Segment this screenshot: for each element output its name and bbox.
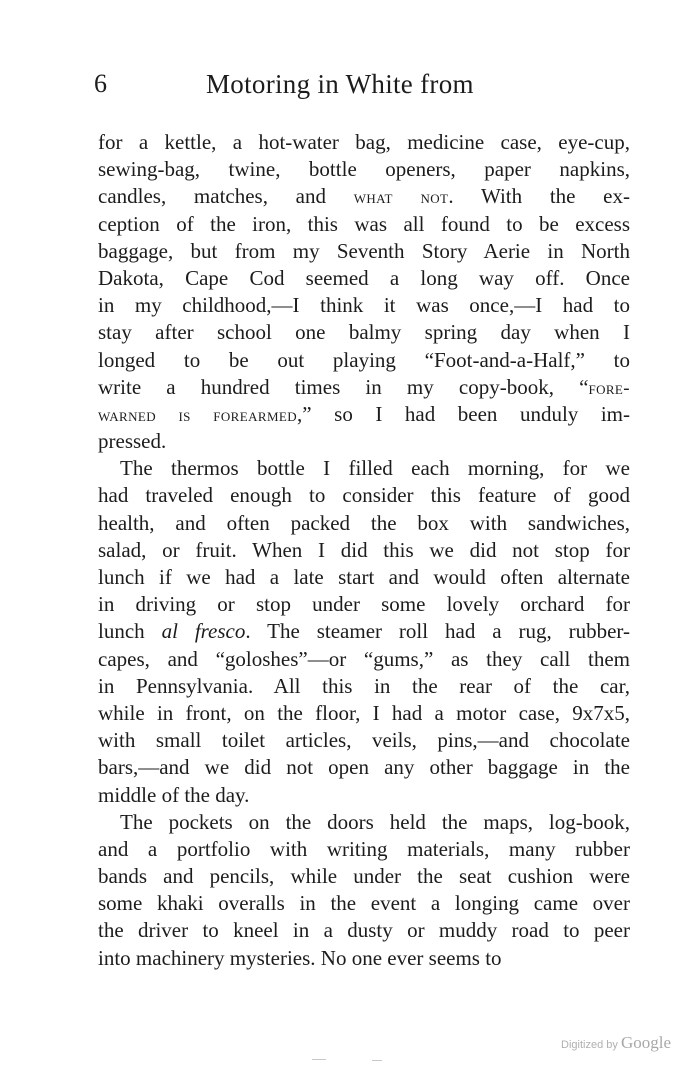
text-line: some khaki overalls in the event a longing came over	[98, 891, 630, 916]
small-caps-segment: warned is forearmed	[98, 404, 298, 426]
text-segment: write a hundred times in my copy-book, “	[98, 374, 589, 399]
page-header	[94, 66, 634, 102]
watermark-prefix: Digitized by	[561, 1039, 618, 1051]
text-segment: . With the ex-	[448, 184, 630, 209]
paragraph	[98, 809, 630, 972]
page-number: 6	[94, 69, 107, 98]
text-segment: lunch	[98, 619, 162, 644]
text-line: middle of the day.	[98, 782, 250, 807]
small-caps-segment: fore-	[588, 377, 630, 399]
text-line: in Pennsylvania. All this in the rear of the car,	[98, 673, 630, 698]
text-line	[98, 401, 630, 428]
text-line: capes, and “goloshes”—or “gums,” as they call them	[98, 646, 630, 671]
text-line	[98, 374, 630, 401]
text-line: had traveled enough to consider this feature of good	[98, 483, 630, 508]
body-text	[98, 129, 630, 972]
italic-segment: al fresco	[161, 619, 246, 644]
text-line: in driving or stop under some lovely orchard for	[98, 592, 630, 617]
text-segment: ,” so I had been unduly im-	[297, 401, 630, 426]
text-segment: . The steamer roll had a rug, rubber-	[245, 619, 630, 644]
text-line: with small toilet articles, veils, pins,—and chocolate	[98, 728, 630, 753]
text-line: lunch if we had a late start and would often alternate	[98, 565, 630, 589]
paragraph	[98, 129, 630, 455]
digitization-watermark	[561, 1033, 671, 1053]
text-line: stay after school one balmy spring day when I	[98, 320, 630, 345]
text-line: salad, or fruit. When I did this we did not stop for	[98, 537, 630, 562]
text-line: baggage, but from my Seventh Story Aerie in North	[98, 238, 630, 263]
text-line: health, and often packed the box with sandwiches,	[98, 510, 630, 535]
paragraph	[98, 455, 630, 808]
text-line: The pockets on the doors held the maps, log-book,	[120, 809, 630, 834]
text-line: sewing-bag, twine, bottle openers, paper napkins,	[98, 157, 630, 182]
text-line	[98, 183, 630, 210]
text-line: while in front, on the floor, I had a motor case, 9x7x5,	[98, 700, 630, 725]
text-line: bars,—and we did not open any other baggage in the	[98, 755, 630, 780]
text-line: bands and pencils, while under the seat cushion were	[98, 864, 630, 889]
watermark-brand: Google	[620, 1033, 671, 1052]
text-line: in my childhood,—I think it was once,—I had to	[98, 293, 630, 318]
text-line: ception of the iron, this was all found to be excess	[98, 211, 630, 236]
text-line: The thermos bottle I filled each morning, for we	[120, 456, 630, 481]
text-line: pressed.	[98, 429, 167, 454]
text-line: Dakota, Cape Cod seemed a long way off. Once	[98, 265, 630, 290]
small-caps-segment: what not	[353, 187, 449, 209]
text-segment: candles, matches, and	[98, 184, 354, 209]
scan-speck	[312, 1059, 326, 1060]
text-line: and a portfolio with writing materials, many rubber	[98, 836, 630, 861]
text-line: longed to be out playing “Foot-and-a-Half,” to	[98, 347, 630, 372]
running-title: Motoring in White from	[206, 69, 474, 99]
text-line: for a kettle, a hot-water bag, medicine case, eye-cup,	[98, 130, 630, 154]
scan-speck	[372, 1060, 382, 1061]
text-line: the driver to kneel in a dusty or muddy road to peer	[98, 918, 630, 943]
text-line: into machinery mysteries. No one ever seems to	[98, 945, 502, 970]
text-line	[98, 618, 630, 645]
